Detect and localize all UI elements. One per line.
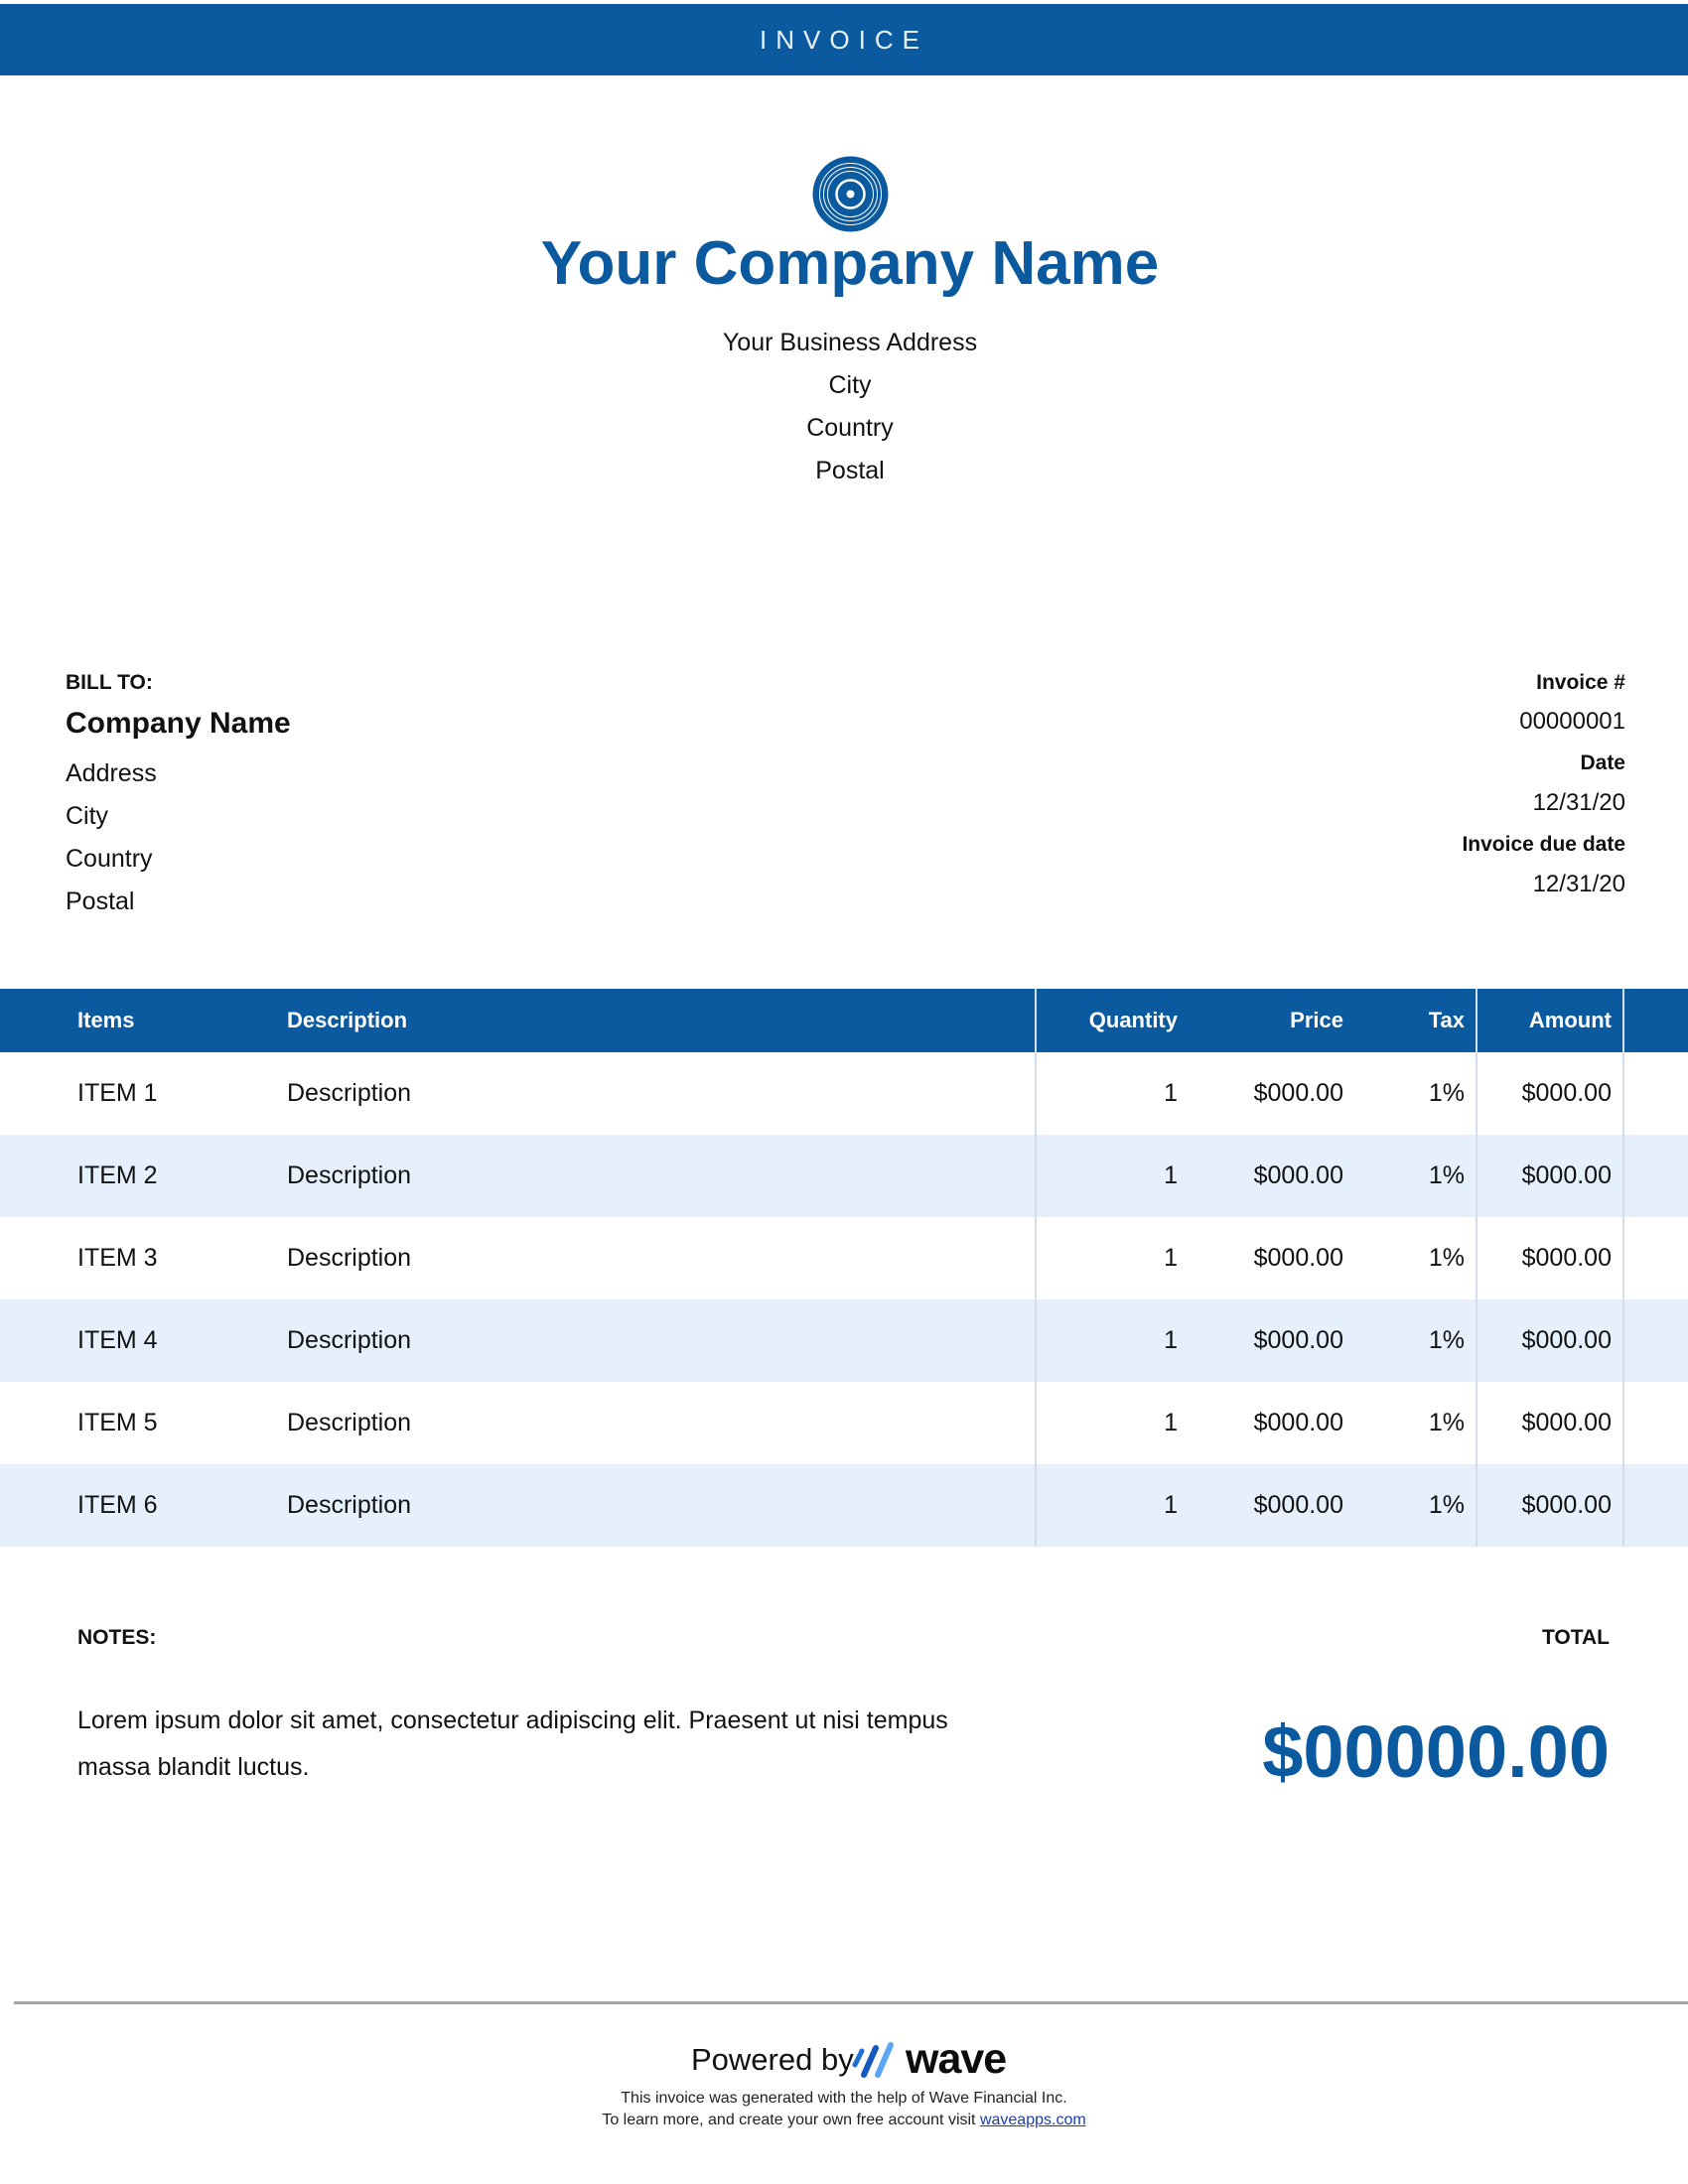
row-item: ITEM 2	[77, 1161, 158, 1189]
row-description: Description	[287, 1161, 412, 1189]
column-header-price: Price	[1290, 1008, 1343, 1032]
total-amount: $00000.00	[1262, 1710, 1610, 1793]
row-description: Description	[287, 1244, 412, 1272]
footer-learn-more	[0, 2112, 1688, 2129]
column-header-tax: Tax	[1428, 1008, 1465, 1032]
invoice-date: 12/31/20	[1532, 789, 1625, 816]
bill-to-label: BILL TO:	[66, 671, 153, 694]
row-quantity: 1	[1164, 1409, 1178, 1436]
footer-learn-more-text: To learn more, and create your own free account visit	[602, 2112, 980, 2128]
footer-generated-note: This invoice was generated with the help of Wave Financial Inc.	[621, 2090, 1067, 2107]
row-item: ITEM 6	[77, 1491, 158, 1519]
banner-title: INVOICE	[760, 24, 928, 55]
bill-to-country: Country	[66, 845, 153, 873]
row-description: Description	[287, 1409, 412, 1436]
invoice-due-date: 12/31/20	[1532, 871, 1625, 897]
company-country: Country	[806, 414, 894, 442]
row-item: ITEM 5	[77, 1409, 158, 1436]
row-tax: 1%	[1428, 1326, 1465, 1354]
company-postal: Postal	[815, 457, 885, 484]
row-amount: $000.00	[1521, 1491, 1612, 1519]
table-row	[0, 1052, 1688, 1135]
invoice-banner	[0, 4, 1688, 75]
total-label: TOTAL	[1541, 1626, 1610, 1649]
table-row	[0, 1217, 1688, 1299]
bill-to-company: Company Name	[66, 707, 291, 740]
row-amount: $000.00	[1521, 1409, 1612, 1436]
footer-divider	[14, 2001, 1688, 2004]
company-address-line: Your Business Address	[722, 329, 978, 356]
row-amount: $000.00	[1521, 1079, 1612, 1107]
column-header-description: Description	[287, 1008, 408, 1032]
invoice-due-label: Invoice due date	[1462, 833, 1625, 856]
company-name: Your Company Name	[540, 229, 1160, 298]
row-quantity: 1	[1164, 1079, 1178, 1107]
row-description: Description	[287, 1326, 412, 1354]
row-item: ITEM 1	[77, 1079, 158, 1107]
notes-label: NOTES:	[77, 1626, 157, 1649]
table-row	[0, 1464, 1688, 1547]
row-amount: $000.00	[1521, 1161, 1612, 1189]
row-price: $000.00	[1253, 1491, 1343, 1519]
row-price: $000.00	[1253, 1409, 1343, 1436]
row-amount: $000.00	[1521, 1326, 1612, 1354]
powered-by-label: Powered by	[691, 2042, 854, 2077]
row-quantity: 1	[1164, 1491, 1178, 1519]
invoice-date-label: Date	[1580, 751, 1625, 774]
invoice-number: 00000001	[1519, 708, 1625, 735]
table-header	[0, 989, 1688, 1052]
row-tax: 1%	[1428, 1079, 1465, 1107]
wave-wordmark: wave	[906, 2035, 1007, 2083]
row-description: Description	[287, 1491, 412, 1519]
row-price: $000.00	[1253, 1244, 1343, 1272]
table-row	[0, 1382, 1688, 1464]
invoice-number-label: Invoice #	[1536, 671, 1625, 694]
bill-to-postal: Postal	[66, 887, 135, 915]
row-tax: 1%	[1428, 1409, 1465, 1436]
row-price: $000.00	[1253, 1161, 1343, 1189]
vinyl-record-icon	[812, 156, 889, 232]
table-row	[0, 1135, 1688, 1217]
row-item: ITEM 4	[77, 1326, 158, 1354]
table-row	[0, 1299, 1688, 1382]
company-city: City	[828, 371, 872, 399]
bill-to-address: Address	[66, 759, 157, 787]
row-tax: 1%	[1428, 1161, 1465, 1189]
column-divider	[1476, 989, 1477, 1547]
row-price: $000.00	[1253, 1079, 1343, 1107]
row-tax: 1%	[1428, 1491, 1465, 1519]
row-price: $000.00	[1253, 1326, 1343, 1354]
bill-to-city: City	[66, 802, 109, 830]
column-header-items: Items	[77, 1008, 135, 1032]
notes-text: Lorem ipsum dolor sit amet, consectetur adipiscing elit. Praesent ut nisi tempus massa blandit luctus.	[77, 1706, 948, 1781]
column-divider	[1622, 989, 1624, 1547]
row-quantity: 1	[1164, 1161, 1178, 1189]
waveapps-link[interactable]: waveapps.com	[979, 2112, 1086, 2128]
row-tax: 1%	[1428, 1244, 1465, 1272]
row-item: ITEM 3	[77, 1244, 158, 1272]
column-divider	[1035, 989, 1037, 1547]
row-quantity: 1	[1164, 1244, 1178, 1272]
row-quantity: 1	[1164, 1326, 1178, 1354]
row-amount: $000.00	[1521, 1244, 1612, 1272]
wave-logo-icon	[852, 2041, 900, 2081]
row-description: Description	[287, 1079, 412, 1107]
column-header-amount: Amount	[1528, 1008, 1612, 1032]
column-header-quantity: Quantity	[1088, 1008, 1178, 1032]
